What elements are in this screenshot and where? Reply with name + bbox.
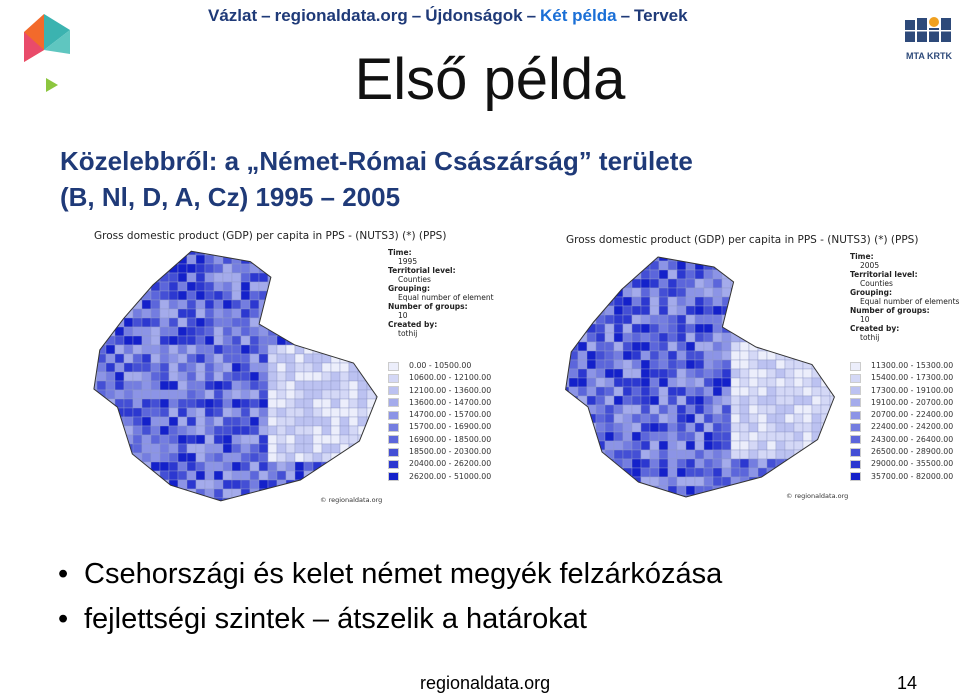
legend-swatch xyxy=(388,411,399,420)
subtitle-line-2: (B, Nl, D, A, Cz) 1995 – 2005 xyxy=(60,182,401,212)
legend-swatch xyxy=(850,435,861,444)
legend-swatch xyxy=(388,423,399,432)
created-by-value: tothij xyxy=(398,329,418,338)
groups-label: Number of groups: xyxy=(850,306,930,315)
legend-row xyxy=(388,458,491,470)
map-metadata xyxy=(388,248,494,338)
legend-label: 18500.00 - 20300.00 xyxy=(409,447,492,457)
nav-item-regionaldata[interactable]: regionaldata.org xyxy=(274,6,408,25)
map-metadata xyxy=(850,252,959,342)
map-credit: © regionaldata.org xyxy=(786,492,849,500)
legend-label: 35700.00 - 82000.00 xyxy=(871,471,954,481)
bullet-item xyxy=(58,558,722,591)
legend-swatch xyxy=(388,386,399,395)
territorial-level-label: Territorial level: xyxy=(850,270,918,279)
map-credit: © regionaldata.org xyxy=(320,496,383,504)
legend-swatch xyxy=(850,374,861,383)
territorial-level-value: Counties xyxy=(860,279,893,288)
legend-row xyxy=(850,471,953,483)
legend-swatch xyxy=(850,386,861,395)
bullet-dot-icon: • xyxy=(58,603,69,635)
top-navigation: Vázlat – regionaldata.org – Újdonságok – Két példa – Tervek xyxy=(208,6,688,25)
bullet-item xyxy=(58,603,587,636)
legend-swatch xyxy=(850,411,861,420)
legend-row xyxy=(388,360,491,372)
legend-label: 10600.00 - 12100.00 xyxy=(409,373,492,383)
groups-label: Number of groups: xyxy=(388,302,468,311)
legend-label: 22400.00 - 24200.00 xyxy=(871,422,954,432)
grouping-label: Grouping: xyxy=(388,284,430,293)
territorial-level-value: Counties xyxy=(398,275,431,284)
legend-swatch xyxy=(388,435,399,444)
legend-swatch xyxy=(388,448,399,457)
time-value: 1995 xyxy=(398,257,418,266)
nav-item-ket-pelda[interactable]: Két példa xyxy=(540,6,617,25)
legend-label: 15700.00 - 16900.00 xyxy=(409,422,492,432)
legend-row xyxy=(850,360,953,372)
legend-swatch xyxy=(850,448,861,457)
legend-swatch xyxy=(388,472,399,481)
legend-row xyxy=(850,421,953,433)
legend-row xyxy=(388,397,491,409)
legend-row xyxy=(388,409,491,421)
nav-item-tervek[interactable]: Tervek xyxy=(634,6,688,25)
groups-value: 10 xyxy=(398,311,408,320)
choropleth-map-2005 xyxy=(560,252,840,502)
legend-label: 24300.00 - 26400.00 xyxy=(871,434,954,444)
legend-row xyxy=(850,372,953,384)
legend-label: 20400.00 - 26200.00 xyxy=(409,459,492,469)
legend-row xyxy=(388,471,491,483)
slide-title: Első példa xyxy=(354,47,626,112)
legend-label: 13600.00 - 14700.00 xyxy=(409,397,492,407)
legend-row xyxy=(850,434,953,446)
legend-label: 12100.00 - 13600.00 xyxy=(409,385,492,395)
legend-row xyxy=(850,385,953,397)
time-label: Time: xyxy=(850,252,874,261)
legend-label: 20700.00 - 22400.00 xyxy=(871,410,954,420)
legend-label: 16900.00 - 18500.00 xyxy=(409,434,492,444)
legend-swatch xyxy=(850,362,861,371)
created-by-label: Created by: xyxy=(388,320,438,329)
legend-label: 0.00 - 10500.00 xyxy=(409,361,472,370)
map-panel-2005 xyxy=(560,230,960,505)
legend-swatch xyxy=(850,460,861,469)
legend-swatch xyxy=(388,460,399,469)
footer-url: regionaldata.org xyxy=(420,673,551,693)
legend-row xyxy=(850,458,953,470)
bullet-dot-icon: • xyxy=(58,558,69,590)
grouping-value: Equal number of element xyxy=(398,293,494,302)
time-value: 2005 xyxy=(860,261,880,270)
map-title: Gross domestic product (GDP) per capita in PPS - (NUTS3) (*) (PPS) xyxy=(94,230,447,242)
territorial-level-label: Territorial level: xyxy=(388,266,456,275)
bullet-text: fejlettségi szintek – átszelik a határokat xyxy=(84,603,587,635)
slide-subtitle xyxy=(60,143,693,215)
bullet-text: Csehországi és kelet német megyék felzárkózása xyxy=(84,558,723,590)
page-number: 14 xyxy=(897,673,918,693)
legend-label: 29000.00 - 35500.00 xyxy=(871,459,954,469)
groups-value: 10 xyxy=(860,315,870,324)
legend-swatch xyxy=(850,423,861,432)
legend-row xyxy=(388,372,491,384)
legend-swatch xyxy=(850,472,861,481)
map-title: Gross domestic product (GDP) per capita in PPS - (NUTS3) (*) (PPS) xyxy=(566,234,919,246)
map-legend xyxy=(388,360,491,483)
created-by-value: tothij xyxy=(860,333,880,342)
legend-label: 26500.00 - 28900.00 xyxy=(871,447,954,457)
legend-label: 11300.00 - 15300.00 xyxy=(871,361,954,370)
legend-swatch xyxy=(388,398,399,407)
map-panel-1995 xyxy=(88,226,508,511)
legend-row xyxy=(850,446,953,458)
legend-row xyxy=(388,446,491,458)
legend-row xyxy=(850,409,953,421)
nav-item-ujdonsagok[interactable]: Újdonságok xyxy=(425,6,523,25)
grouping-value: Equal number of elements xyxy=(860,297,960,306)
time-label: Time: xyxy=(388,248,412,257)
legend-label: 15400.00 - 17300.00 xyxy=(871,373,954,383)
legend-row xyxy=(850,397,953,409)
legend-label: 19100.00 - 20700.00 xyxy=(871,397,954,407)
nav-item-vazlat[interactable]: Vázlat xyxy=(208,6,258,25)
mta-logo-mark-icon xyxy=(903,14,955,46)
legend-row xyxy=(388,434,491,446)
legend-swatch xyxy=(850,398,861,407)
legend-label: 26200.00 - 51000.00 xyxy=(409,471,492,481)
legend-swatch xyxy=(388,362,399,371)
created-by-label: Created by: xyxy=(850,324,900,333)
legend-label: 17300.00 - 19100.00 xyxy=(871,385,954,395)
grouping-label: Grouping: xyxy=(850,288,892,297)
legend-swatch xyxy=(388,374,399,383)
subtitle-line-1: Közelebbről: a „Német-Római Császárság” területe xyxy=(60,146,693,176)
map-legend xyxy=(850,360,953,483)
mta-krtk-label: MTA KRTK xyxy=(906,51,952,61)
choropleth-map-1995 xyxy=(88,246,383,506)
legend-row xyxy=(388,421,491,433)
legend-row xyxy=(388,385,491,397)
legend-label: 14700.00 - 15700.00 xyxy=(409,410,492,420)
